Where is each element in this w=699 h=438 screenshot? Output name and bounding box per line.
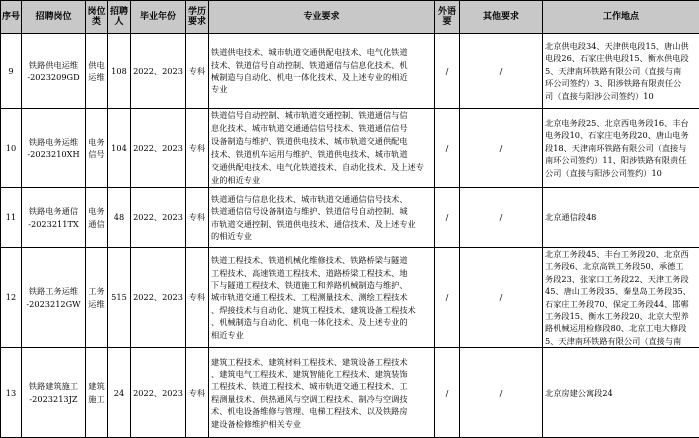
header-major: 专业要求 (209, 1, 435, 34)
row-no: 12 (1, 248, 22, 348)
row-year: 2022、2023 (131, 248, 186, 348)
header-row (1, 1, 699, 34)
row-count: 24 (108, 348, 131, 438)
row-position: 铁路电务通信 -2023211TX (22, 188, 86, 248)
row-year: 2022、2023 (131, 188, 186, 248)
row-location: 北京电务段25、北京西电务段16、丰台 电务段10、石家庄电务段20、唐山电务 段18、天津南环铁路有限公司（直接与 南环公司签约）11、阳涉铁路有限责任 公司（直接与阳涉公司签约）10 (543, 109, 699, 188)
row-location: 北京供电段34、天津供电段15、唐山供 电段26、石家庄供电段15、衡水供电段 5、天津南环铁路有限公司（直接与南 环公司签约）3、阳涉铁路有限责任公 司（直接与阳涉公司签约）10 (543, 34, 699, 109)
table-row (1, 248, 699, 348)
row-category: 供电 运维 (86, 34, 108, 109)
row-edu: 专科 (186, 34, 209, 109)
row-no: 9 (1, 34, 22, 109)
row-major: 建筑工程技术、建筑材料工程技术、建筑设备工程技术 、建筑电气工程技术、建筑智能化工程技术、建筑装饰 工程技术、铁道工程技术、城市轨道交通工程技术、工 程测量技术、供热通风与空调工程技术、制冷与空调技 术、机电设备维修与管理、电梯工程技术、以及铁路房 建设备检修维护相关专业 (209, 348, 435, 438)
row-count: 48 (108, 188, 131, 248)
row-location: 北京通信段48 (543, 188, 699, 248)
row-position: 铁路电务运维 -2023210XH (22, 109, 86, 188)
row-category: 建筑 施工 (86, 348, 108, 438)
row-edu: 专科 (186, 188, 209, 248)
row-category: 工务 运维 (86, 248, 108, 348)
header-lang: 外语要 (435, 1, 460, 34)
header-edu: 学历要求 (186, 1, 209, 34)
header-year: 毕业年份 (131, 1, 186, 34)
row-position: 铁路供电运维 -2023209GD (22, 34, 86, 109)
row-no: 11 (1, 188, 22, 248)
row-major: 铁道信号自动控制、城市轨道交通控制、铁道通信与信 息化技术、城市轨道交通通信信号技术、铁道通信信号 设备制造与维护、铁道供电技术、城市轨道交通供配电 技术、铁道机车运用与维护、铁道供电技术、城市轨道 交通供配电技术、电气化铁道技术、自动化技术、及上述专业的相近专业 (209, 109, 435, 188)
row-other: / (460, 248, 543, 348)
row-edu: 专科 (186, 248, 209, 348)
row-no: 10 (1, 109, 22, 188)
header-position: 招聘岗位 (22, 1, 86, 34)
row-lang: / (435, 109, 460, 188)
row-category: 电务 信号 (86, 109, 108, 188)
row-count: 108 (108, 34, 131, 109)
row-location: 北京房建公寓段24 (543, 348, 699, 438)
row-position: 铁路工务运维 -2023212GW (22, 248, 86, 348)
header-other: 其他要求 (460, 1, 543, 34)
row-edu: 专科 (186, 348, 209, 438)
row-year: 2022、2023 (131, 109, 186, 188)
row-major: 铁道工程技术、铁道机械化维修技术、铁路桥梁与隧道 工程技术、高速铁道工程技术、道路桥梁工程技术、地 下与隧道工程技术、铁道施工和养路机械制造与维护、 城市轨道交通工程技术、工程测量技术、测绘工程技术 、焊接技术与自动化、建筑工程技术、建筑设备工程技术 、机械制造与自动化、机电一体化技术、及上述专业的 相近专业 (209, 248, 435, 348)
header-no: 序号 (1, 1, 22, 34)
row-other: / (460, 34, 543, 109)
row-other: / (460, 109, 543, 188)
row-other: / (460, 348, 543, 438)
row-year: 2022、2023 (131, 348, 186, 438)
header-count: 招聘人 (108, 1, 131, 34)
row-major: 铁道供电技术、城市轨道交通供配电技术、电气化铁道 技术、铁道信号自动控制、铁道通信与信息化技术、机 械制造与自动化、机电一体化技术、及上述专业的相近 专业 (209, 34, 435, 109)
row-lang: / (435, 34, 460, 109)
row-major: 铁道通信与信息化技术、城市轨道交通通信信号技术、 铁道通信信号设备制造与维护、铁道信号自动控制、城 市轨道交通控制、铁道供电技术、通信技术、及上述专业 的相近专业 (209, 188, 435, 248)
header-location: 工作地点 (543, 1, 699, 34)
row-count: 104 (108, 109, 131, 188)
header-category: 岗位类 (86, 1, 108, 34)
row-lang: / (435, 348, 460, 438)
table-row (1, 109, 699, 188)
row-location: 北京工务段45、丰台工务段20、北京西 工务段6、北京高铁工务段50、承德工 务段23、张家口工务段22、天津工务段 45、唐山工务段35、秦皇岛工务段35、 石家庄工务段70、保定工务段44、邯郸 工务段15、衡水工务段20、北京大型养 路机械运用检修段80、北京工电大修段 5、天津南环铁路有限公司（直接与南 (543, 248, 699, 348)
row-category: 电务 通信 (86, 188, 108, 248)
row-other: / (460, 188, 543, 248)
row-lang: / (435, 188, 460, 248)
row-no: 13 (1, 348, 22, 438)
table-row (1, 348, 699, 438)
row-count: 515 (108, 248, 131, 348)
row-edu: 专科 (186, 109, 209, 188)
table-row (1, 34, 699, 109)
row-position: 铁路建筑施工 -2023213JZ (22, 348, 86, 438)
row-year: 2022、2023 (131, 34, 186, 109)
table-row (1, 188, 699, 248)
row-lang: / (435, 248, 460, 348)
